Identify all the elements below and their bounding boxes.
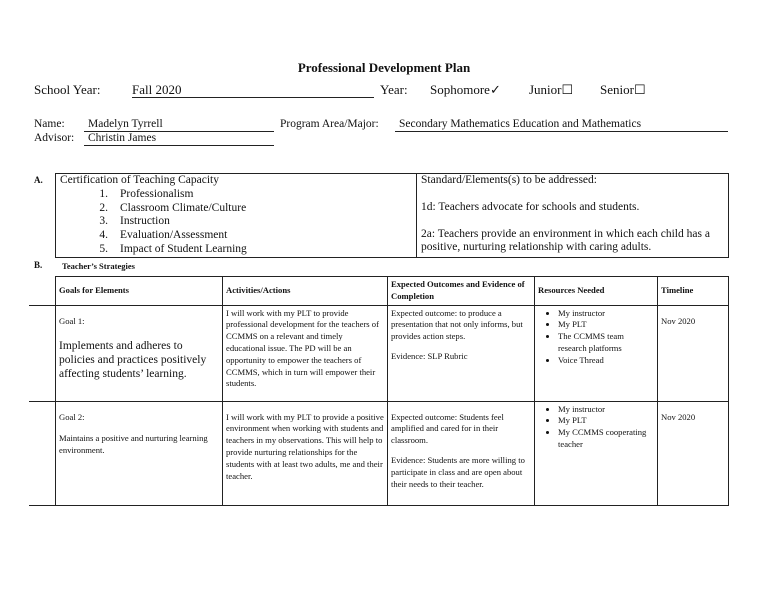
page-title: Professional Development Plan	[297, 60, 471, 75]
standards-title: Standard/Elements(s) to be addressed:	[421, 174, 597, 186]
table-header-row	[29, 277, 729, 306]
list-item: • The CCMMS team research platforms	[558, 331, 654, 355]
section-b-marker: B.	[34, 260, 43, 270]
strategies-table	[29, 276, 729, 506]
section-b-title: Teacher’s Strategies	[62, 261, 135, 271]
advisor-field[interactable]	[84, 132, 274, 146]
section-a-table	[55, 173, 729, 258]
list-item: • Voice Thread	[558, 355, 654, 367]
certification-item: 1. Professionalism	[99, 187, 194, 200]
goal-text: Maintains a positive and nurturing learning environment.	[59, 433, 208, 456]
certification-item: 3. Instruction	[99, 215, 170, 228]
school-year-value: Fall 2020	[132, 82, 182, 97]
program-value: Secondary Mathematics Education and Mathematics	[399, 118, 642, 130]
list-item: • My PLT	[558, 415, 654, 427]
list-item: • My CCMMS cooperating teacher	[558, 427, 654, 451]
certification-cell	[56, 174, 417, 258]
section-a-marker: A.	[34, 175, 43, 185]
table-row	[29, 401, 729, 505]
activities-cell: I will work with my PLT to provide a positive environment when working with students and teachers in my observations. This will help to provide nurturing relationships for the students with at least two adults, me and their teacher.	[223, 401, 388, 505]
program-label: Program Area/Major:	[280, 118, 379, 130]
certification-list	[60, 188, 416, 257]
timeline-value: Nov 2020	[661, 315, 696, 326]
goal-text: Implements and adheres to policies and practices positively affecting students’ learning.	[59, 340, 207, 381]
resources-list	[538, 308, 654, 367]
outcome-text: Expected outcome: Students feel amplified and cared for in their classroom.	[391, 411, 504, 446]
list-item: • My instructor	[558, 308, 654, 320]
name-label: Name:	[34, 118, 65, 130]
outcomes-cell	[388, 305, 535, 401]
program-field[interactable]	[395, 118, 728, 132]
goal-cell	[56, 401, 223, 505]
resources-cell	[535, 401, 658, 505]
certification-title: Certification of Teaching Capacity	[60, 174, 219, 186]
outcomes-cell	[388, 401, 535, 505]
activities-cell: I will work with my PLT to provide professional development for the teachers of CCMMS on a relevant and timely educational issue. The PD will be an opportunity to empower the teachers of CCMMS, which in turn will empower their students.	[223, 305, 388, 401]
name-value: Madelyn Tyrrell	[88, 118, 163, 130]
name-field[interactable]	[84, 118, 274, 132]
certification-item: 5. Impact of Student Learning	[99, 242, 247, 255]
advisor-label: Advisor:	[34, 132, 75, 144]
header-goals: Goals for Elements	[56, 277, 223, 306]
resources-list	[538, 404, 654, 451]
goal-cell	[56, 305, 223, 401]
year-option-senior[interactable]: Senior☐	[600, 82, 646, 97]
school-year-label: School Year:	[34, 82, 101, 97]
certification-item: 2. Classroom Climate/Culture	[99, 201, 247, 214]
header-resources: Resources Needed	[535, 277, 658, 306]
standard-2a: 2a: Teachers provide an environment in which each child has a positive, nurturing relationship with caring adults.	[421, 227, 710, 254]
list-item: • My PLT	[558, 319, 654, 331]
header-activities: Activities/Actions	[223, 277, 388, 306]
school-year-field[interactable]	[132, 82, 374, 98]
timeline-cell	[658, 305, 729, 401]
timeline-value: Nov 2020	[661, 411, 696, 422]
year-label: Year:	[380, 82, 408, 97]
evidence-text: Evidence: SLP Rubric	[391, 350, 468, 361]
header-timeline: Timeline	[658, 277, 729, 306]
certification-item: 4. Evaluation/Assessment	[99, 229, 228, 242]
resources-cell	[535, 305, 658, 401]
standard-1d: 1d: Teachers advocate for schools and students.	[421, 200, 640, 213]
list-item: • My instructor	[558, 404, 654, 416]
header-outcomes: Expected Outcomes and Evidence of Completion	[388, 277, 535, 306]
standards-cell	[417, 174, 729, 258]
outcome-text: Expected outcome: to produce a presentation that not only informs, but provides action steps.	[391, 307, 523, 342]
evidence-text: Evidence: Students are more willing to participate in class and are open about their needs to their teacher.	[391, 454, 525, 489]
year-option-sophomore[interactable]: Sophomore✓	[430, 82, 501, 97]
goal-label: Goal 1:	[59, 315, 85, 326]
timeline-cell	[658, 401, 729, 505]
goal-label: Goal 2:	[59, 411, 85, 422]
year-option-junior[interactable]: Junior☐	[529, 82, 574, 97]
advisor-value: Christin James	[88, 132, 157, 144]
table-row	[29, 305, 729, 401]
